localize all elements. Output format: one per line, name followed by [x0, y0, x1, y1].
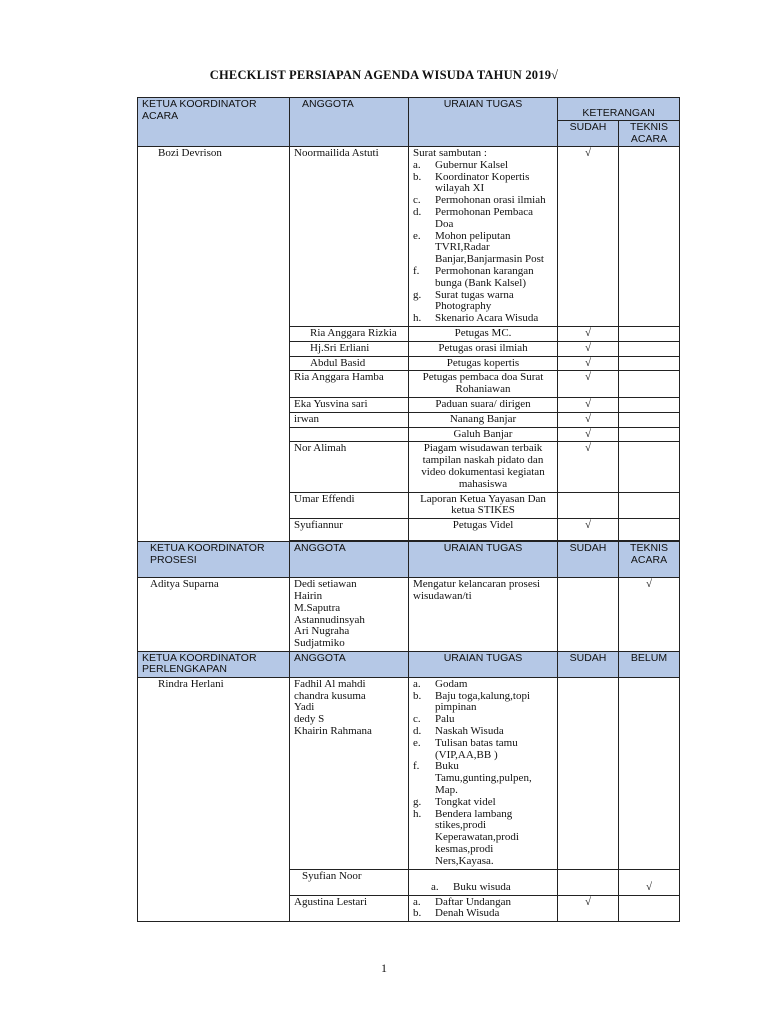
header-uraian: URAIAN TUGAS — [409, 542, 558, 578]
uraian-cell: Petugas orasi ilmiah — [409, 341, 558, 356]
anggota-name: dedy S — [294, 713, 325, 726]
check-mark: √ — [619, 578, 680, 652]
check-mark: √ — [558, 442, 619, 492]
header-keterangan: KETERANGAN — [558, 98, 680, 121]
section2-header — [138, 542, 680, 578]
header-sudah: SUDAH — [558, 542, 619, 578]
anggota-name: Eka Yusvina sari — [290, 397, 409, 412]
list-item: h. Bendera lambang stikes,prodi Keperawatan,prodi kesmas,prodi Ners,Kayasa. — [413, 807, 519, 867]
uraian-cell: Nanang Banjar — [409, 412, 558, 427]
header-ketua: KETUA KOORDINATOR PROSESI — [138, 542, 290, 578]
check-mark: √ — [558, 427, 619, 442]
list-item: b. Baju toga,kalung,topi pimpinan — [413, 689, 531, 714]
anggota-name: Ria Anggara Rizkia — [290, 326, 409, 341]
anggota-name: Nor Alimah — [290, 442, 409, 492]
anggota-name: Yadi — [294, 701, 315, 714]
list-item: d. Permohonan Pembaca Doa — [413, 205, 534, 230]
ketua-name: Bozi Devrison — [138, 147, 290, 542]
anggota-name: Khairin Rahmana — [294, 725, 372, 738]
list-item: a. Daftar Undangan — [413, 895, 512, 908]
check-mark: √ — [558, 519, 619, 541]
list-item: a. Gubernur Kalsel — [413, 158, 509, 171]
uraian-cell — [409, 895, 558, 922]
anggota-name: Ria Anggara Hamba — [290, 371, 409, 398]
anggota-name: Noormailida Astuti — [290, 147, 409, 327]
anggota-name: M.Saputra — [294, 601, 341, 614]
header-sudah: SUDAH — [558, 121, 619, 147]
header-uraian: URAIAN TUGAS — [409, 651, 558, 677]
anggota-name: Hairin — [294, 589, 323, 602]
anggota-name: Umar Effendi — [290, 492, 409, 519]
task-list — [413, 160, 553, 325]
list-item: g. Tongkat videl — [413, 795, 496, 808]
list-item: f. Buku Tamu,gunting,pulpen, Map. — [413, 760, 532, 797]
uraian-cell: Galuh Banjar — [409, 427, 558, 442]
list-item: a. Godam — [413, 677, 468, 690]
anggota-name: Syufiannur — [290, 519, 409, 541]
uraian-cell: Petugas pembaca doa Surat Rohaniawan — [409, 371, 558, 398]
header-sudah: SUDAH — [558, 651, 619, 677]
check-mark — [558, 492, 619, 519]
table-row — [138, 677, 680, 869]
check-mark: √ — [558, 371, 619, 398]
table-row — [138, 147, 680, 327]
anggota-name: Syufian Noor — [290, 869, 409, 895]
uraian-cell: Petugas Videl — [409, 519, 558, 541]
header-teknis: TEKNIS ACARA — [619, 121, 680, 147]
header-ketua: KETUA KOORDINATOR ACARA — [138, 98, 290, 147]
section1-header — [138, 98, 680, 121]
task-list — [413, 897, 553, 921]
page-title: CHECKLIST PERSIAPAN AGENDA WISUDA TAHUN 2019√ — [209, 68, 559, 82]
section3-header — [138, 651, 680, 677]
check-mark: √ — [558, 326, 619, 341]
header-belum: BELUM — [619, 651, 680, 677]
anggota-name: Astannudinsyah — [294, 613, 365, 626]
anggota-name: Sudjatmiko — [294, 637, 345, 650]
anggota-name: Abdul Basid — [290, 356, 409, 371]
check-mark: √ — [558, 412, 619, 427]
list-item: g. Surat tugas warna Photography — [413, 288, 514, 313]
header-anggota: ANGGOTA — [290, 651, 409, 677]
list-item: b. Koordinator Kopertis wilayah XI — [413, 170, 530, 195]
page-number: 1 — [381, 961, 387, 975]
list-item: a. Buku wisuda — [431, 880, 511, 893]
anggota-name — [290, 427, 409, 442]
header-ketua: KETUA KOORDINATOR PERLENGKAPAN — [138, 651, 290, 677]
anggota-name: Ari Nugraha — [294, 625, 350, 638]
anggota-name: Agustina Lestari — [290, 895, 409, 922]
header-uraian: URAIAN TUGAS — [409, 98, 558, 147]
check-mark: √ — [558, 341, 619, 356]
uraian-cell — [409, 147, 558, 327]
anggota-name: Hj.Sri Erliani — [290, 341, 409, 356]
list-item: e. Mohon peliputan TVRI,Radar Banjar,Banjarmasin Post — [413, 229, 544, 266]
anggota-list — [290, 677, 409, 869]
list-item: c. Permohonan orasi ilmiah — [413, 194, 546, 207]
checklist-table — [137, 97, 680, 922]
header-anggota: ANGGOTA — [290, 98, 409, 147]
ketua-name: Rindra Herlani — [138, 677, 290, 921]
anggota-name: Dedi setiawan — [294, 578, 357, 591]
check-mark: √ — [558, 356, 619, 371]
uraian-cell: Laporan Ketua Yayasan Dan ketua STIKES — [409, 492, 558, 519]
ketua-name: Aditya Suparna — [138, 578, 290, 652]
list-item: b. Denah Wisuda — [413, 907, 500, 920]
uraian-cell — [409, 869, 558, 895]
list-item: d. Naskah Wisuda — [413, 725, 504, 738]
check-mark: √ — [558, 895, 619, 922]
header-anggota: ANGGOTA — [290, 542, 409, 578]
list-item: e. Tulisan batas tamu (VIP,AA,BB ) — [413, 736, 518, 761]
list-item: f. Permohonan karangan bunga (Bank Kalsel) — [413, 264, 534, 289]
uraian-cell: Paduan suara/ dirigen — [409, 397, 558, 412]
uraian-cell: Piagam wisudawan terbaik tampilan naskah pidato dan video dokumentasi kegiatan mahasiswa — [409, 442, 558, 492]
uraian-intro: Surat sambutan : — [413, 147, 487, 159]
check-mark: √ — [558, 397, 619, 412]
list-item: h. Skenario Acara Wisuda — [413, 312, 539, 325]
uraian-cell — [409, 677, 558, 869]
check-mark: √ — [558, 147, 619, 327]
task-list — [413, 679, 553, 868]
task-list — [413, 882, 553, 894]
uraian-cell: Petugas kopertis — [409, 356, 558, 371]
uraian-cell: Petugas MC. — [409, 326, 558, 341]
list-item: c. Palu — [413, 713, 455, 726]
anggota-name: chandra kusuma — [294, 689, 366, 702]
check-mark: √ — [619, 869, 680, 895]
anggota-name: Fadhil Al mahdi — [294, 677, 366, 690]
uraian-cell: Mengatur kelancaran prosesi wisudawan/ti — [409, 578, 558, 652]
anggota-list — [290, 578, 409, 652]
header-teknis: TEKNIS ACARA — [619, 542, 680, 578]
anggota-name: irwan — [290, 412, 409, 427]
table-row — [138, 578, 680, 652]
